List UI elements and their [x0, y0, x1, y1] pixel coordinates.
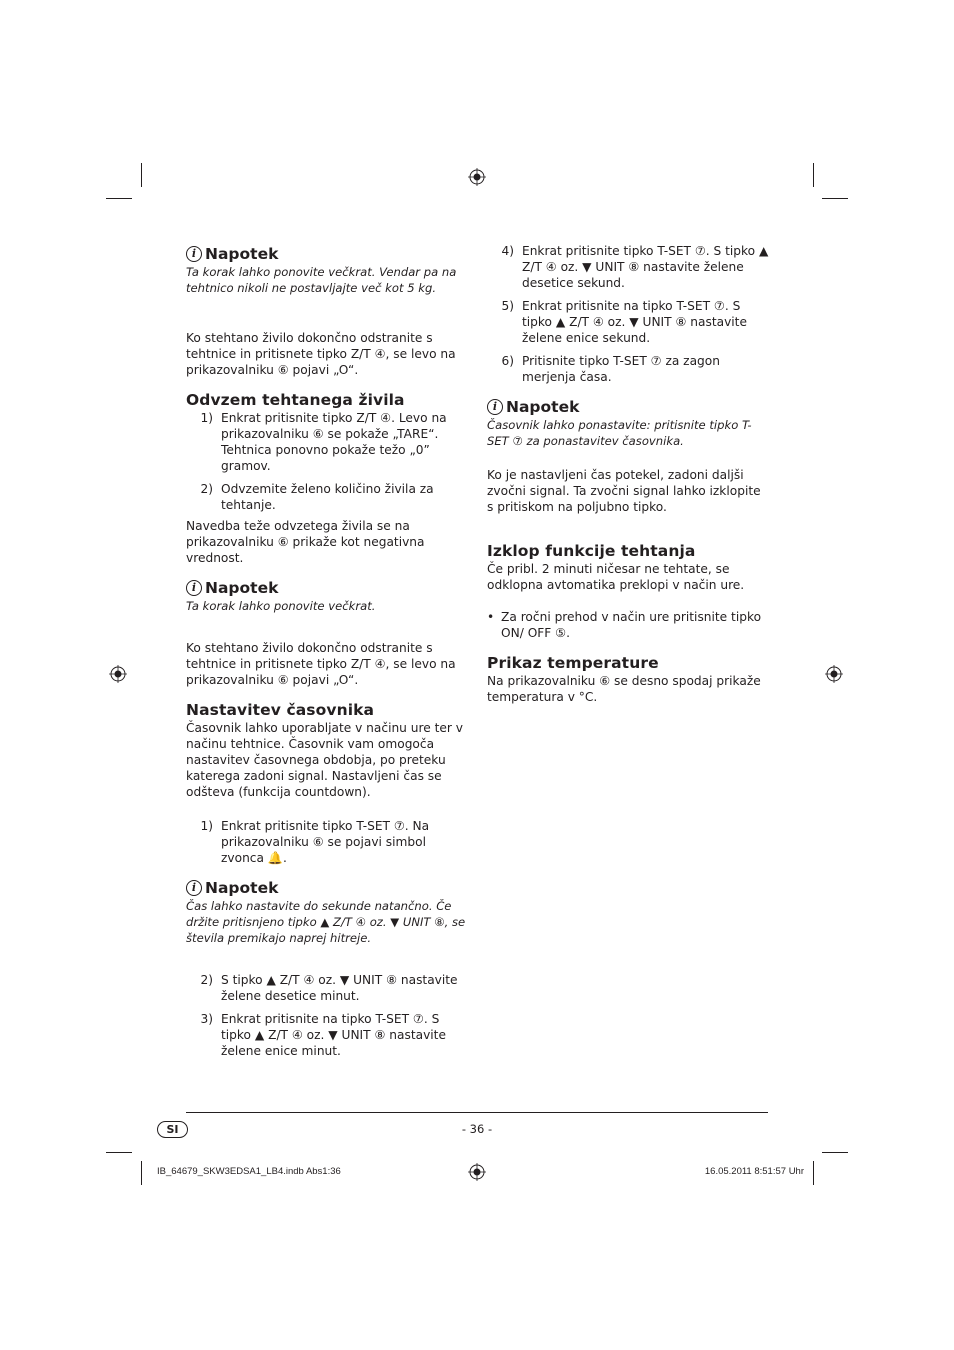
crop-mark	[141, 1161, 142, 1185]
note-text: Ta korak lahko ponovite večkrat.	[186, 599, 376, 613]
list-item: 5) Enkrat pritisnite na tipko T-SET ⑦. S tipko ▲ Z/T ④ oz. ▼ UNIT ⑧ nastavite želene enice sekund.	[501, 299, 747, 345]
note-text: Čas lahko nastavite do sekunde natančno. Če držite pritisnjeno tipko ▲ Z/T ④ oz. ▼ UNIT ⑧, se števila premikajo naprej hitreje.	[186, 899, 466, 945]
note-heading: i Napotek	[186, 578, 468, 598]
list-item: 4) Enkrat pritisnite tipko T-SET ⑦. S tipko ▲ Z/T ④ oz. ▼ UNIT ⑧ nastavite želene desetice sekund.	[501, 244, 769, 290]
right-column	[487, 243, 769, 705]
paragraph: Časovnik lahko uporabljate v načinu ure ter v načinu tehtnice. Časovnik vam omogoča nastavitev časovnega obdobja, po preteku katerega zadoni signal. Nastavljeni čas se odšteva (funkcija countdown).	[186, 721, 463, 799]
list-item: 1) Enkrat pritisnite tipko Z/T ④. Levo na prikazovalniku ⑥ se pokaže „TARE“. Tehtnica ponovno pokaže težo „0” gramov.	[200, 411, 447, 473]
registration-mark-icon	[468, 1163, 486, 1181]
section-heading-odvzem: Odvzem tehtanega živila	[186, 391, 405, 409]
section-heading-nastavitev: Nastavitev časovnika	[186, 701, 375, 719]
paragraph: Ko stehtano živilo dokončno odstranite s tehtnice in pritisnete tipko Z/T ④, se levo na prikazovalniku ⑥ pojavi „O“.	[186, 641, 456, 687]
paragraph: Če pribl. 2 minuti ničesar ne tehtate, se odklopna avtomatika preklopi v način ure.	[487, 562, 745, 592]
paragraph: Na prikazovalniku ⑥ se desno spodaj prikaže temperatura v °C.	[487, 674, 761, 704]
paragraph: Navedba teže odvzetega živila se na prikazovalniku ⑥ prikaže kot negativna vrednost.	[186, 519, 425, 565]
note-text: Časovnik lahko ponastavite: pritisnite tipko T-SET ⑦ za ponastavitev časovnika.	[487, 418, 752, 448]
crop-mark	[106, 1152, 132, 1153]
bullet-item: • Za ročni prehod v način ure pritisnite tipko ON/ OFF ⑤.	[487, 610, 762, 640]
bullet-icon: •	[487, 610, 495, 624]
print-slug-date: 16.05.2011 8:51:57 Uhr	[704, 1166, 804, 1177]
note-heading: i Napotek	[487, 397, 769, 417]
registration-mark-icon	[825, 665, 843, 683]
registration-mark-icon	[109, 665, 127, 683]
section-heading-izklop: Izklop funkcije tehtanja	[487, 542, 696, 560]
page-number: - 36 -	[461, 1122, 493, 1136]
crop-mark	[813, 163, 814, 187]
section-heading-prikaz: Prikaz temperature	[487, 654, 659, 672]
crop-mark	[822, 198, 848, 199]
info-icon: i	[487, 399, 503, 415]
list-item: 2) S tipko ▲ Z/T ④ oz. ▼ UNIT ⑧ nastavite želene desetice minut.	[200, 973, 458, 1003]
note-text: Ta korak lahko ponovite večkrat. Vendar pa na tehtnico nikoli ne postavljajte več kot 5 kg.	[186, 265, 457, 295]
list-item: 3) Enkrat pritisnite na tipko T-SET ⑦. S tipko ▲ Z/T ④ oz. ▼ UNIT ⑧ nastavite želene enice minut.	[200, 1012, 446, 1058]
footer-divider	[186, 1112, 768, 1113]
numbered-list	[186, 410, 468, 513]
print-slug-file: IB_64679_SKW3EDSA1_LB4.indb Abs1:36	[157, 1166, 341, 1177]
language-badge: SI	[157, 1121, 188, 1138]
left-column	[186, 244, 468, 1059]
info-icon: i	[186, 880, 202, 896]
list-item: 2) Odvzemite želeno količino živila za tehtanje.	[200, 482, 434, 512]
list-item: 1) Enkrat pritisnite tipko T-SET ⑦. Na prikazovalniku ⑥ se pojavi simbol zvonca 🔔.	[200, 819, 430, 865]
crop-mark	[141, 163, 142, 187]
registration-mark-icon	[468, 168, 486, 186]
info-icon: i	[186, 580, 202, 596]
info-icon: i	[186, 246, 202, 262]
note-heading: i Napotek	[186, 878, 468, 898]
note-heading: i Napotek	[186, 244, 468, 264]
paragraph: Ko stehtano živilo dokončno odstranite s tehtnice in pritisnete tipko Z/T ④, se levo na prikazovalniku ⑥ pojavi „O“.	[186, 331, 456, 377]
list-item: 6) Pritisnite tipko T-SET ⑦ za zagon merjenja časa.	[501, 354, 720, 384]
crop-mark	[822, 1152, 848, 1153]
paragraph: Ko je nastavljeni čas potekel, zadoni daljši zvočni signal. Ta zvočni signal lahko izklopite s pritiskom na poljubno tipko.	[487, 468, 761, 514]
crop-mark	[106, 198, 132, 199]
crop-mark	[813, 1161, 814, 1185]
